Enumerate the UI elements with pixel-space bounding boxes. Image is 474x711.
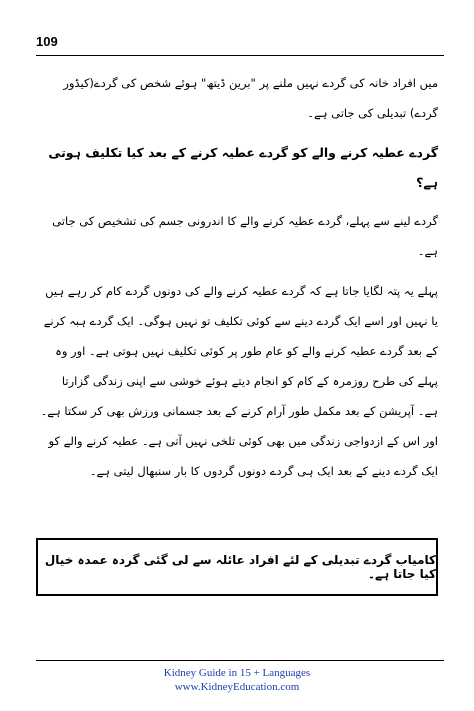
body-paragraph: پہلے یہ پتہ لگایا جاتا ہے کہ گردے عطیہ کرنے والے کی دونوں گردے کام کر رہے ہیں یا نہیں اور اسے ایک گردے دینے سے کوئی تکلیف تو نہیں ہوگی۔ ایک گردے ہبہ کرنے کے بعد گردے عطیہ کرنے والے کو عام طور پر کوئی تکلیف نہیں ہوتی ہے۔ اور وہ پہلے کی طرح روزمرہ کے کام کو انجام دیتے ہوئے خوشی سے اپنی زندگی گزارتا ہے۔ آپریشن کے بعد مکمل طور آرام کرنے کے بعد جسمانی ورزش بھی کر سکتا ہے۔ اور اس کے ازدواجی زندگی میں بھی کوئی تلخی نہیں آتی ہے۔ عطیہ کرنے والے کو ایک گردے دینے کے بعد ایک ہی گردے دونوں گردوں کا بار سنبھال لیتی ہے۔	[40, 284, 438, 478]
top-divider	[36, 55, 444, 56]
callout-box	[36, 538, 438, 596]
footer-title: Kidney Guide in 15 + Languages	[163, 667, 311, 679]
section-heading: گردے عطیہ کرنے والے کو گردے عطیہ کرنے کے بعد کیا تکلیف ہوتی ہے؟	[48, 145, 438, 190]
intro-paragraph: میں افراد خانہ کی گردے نہیں ملنے پر "برین ڈیتھ" ہوئے شخص کی گردے(کیڈور گردے) تبدیلی کی جاتی ہے۔	[63, 76, 438, 120]
footer	[0, 666, 474, 694]
callout-text: کامیاب گردے تبدیلی کے لئے افراد عائلہ سے لی گئی گردہ عمدہ خیال کیا جاتا ہے۔	[44, 553, 436, 581]
page-body	[40, 62, 438, 486]
body-paragraph: گردے لینے سے پہلے، گردے عطیہ کرنے والے کا اندرونی جسم کی تشخیص کی جاتی ہے۔	[52, 214, 438, 258]
page-number: 109	[36, 34, 58, 49]
bottom-divider	[36, 660, 444, 661]
footer-website-link[interactable]: www.KidneyEducation.com	[174, 681, 300, 693]
